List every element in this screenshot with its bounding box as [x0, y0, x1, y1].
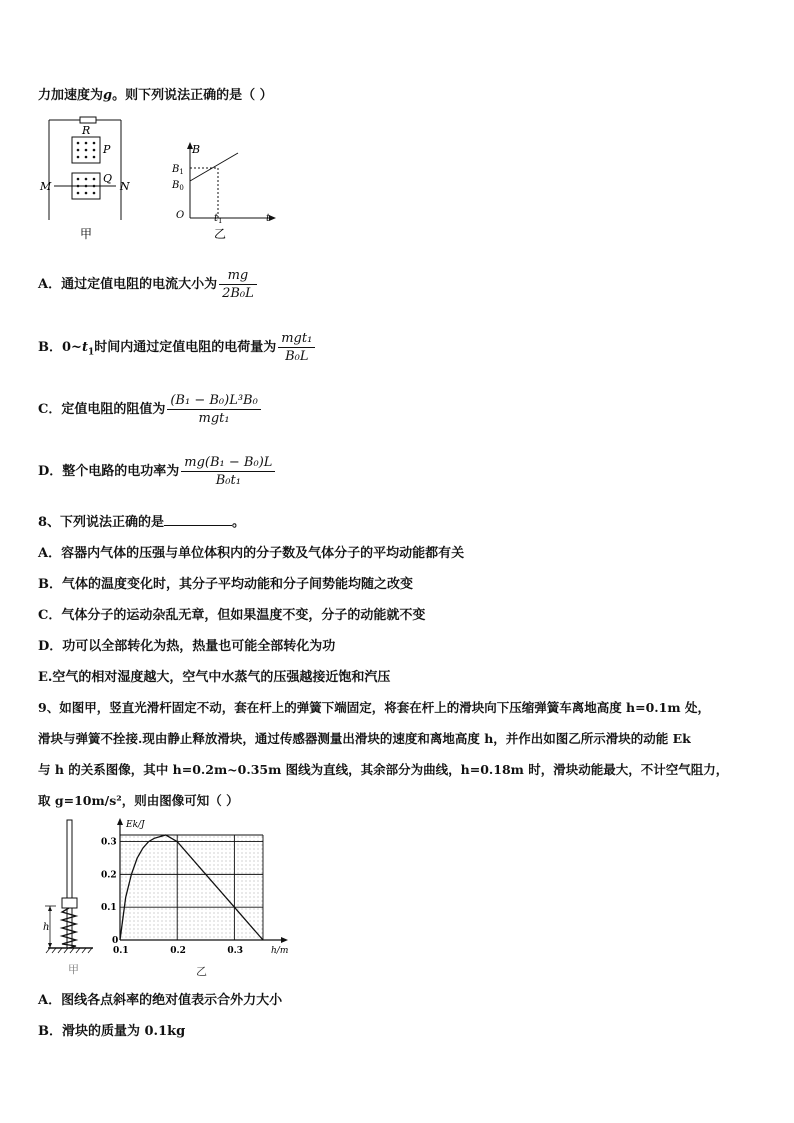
q7-option-d-num: mg(B₁ − B₀)L	[181, 455, 275, 472]
q8-stem-text: 8、下列说法正确的是	[38, 515, 165, 530]
x-axis-arrow-icon	[281, 937, 288, 943]
q7-option-c-den: mgt₁	[198, 411, 230, 426]
q7-option-a-den: 2B₀L	[222, 286, 254, 301]
q9-stem-line1: 9、如图甲，竖直光滑杆固定不动，套在杆上的弹簧下端固定，将套在杆上的滑块向下压缩弹簧车离地高度 h=0.1m 处，	[38, 700, 710, 715]
q7-figure-jia	[36, 115, 146, 245]
q7-stem-text: 力加速度为	[38, 88, 104, 103]
q8-option-b: B．气体的温度变化时，其分子平均动能和分子间势能均随之改变	[38, 577, 413, 592]
q7-option-b-pre: B．0~	[38, 340, 82, 355]
rod-icon	[67, 820, 72, 948]
axis-label-B: B	[192, 143, 201, 156]
q9-option-a: A．图线各点斜率的绝对值表示合外力大小	[38, 993, 283, 1008]
chart-xlabel: h/m	[271, 946, 289, 956]
q7-option-b-post: 时间内通过定值电阻的电荷量为	[94, 340, 277, 355]
q9-ek-h-chart	[100, 815, 300, 980]
q7-option-b-num: mgt₁	[278, 331, 315, 348]
q7-option-d-label: D．整个电路的电功率为	[38, 464, 180, 479]
q7-stem	[38, 84, 273, 103]
q8-option-d: D．功可以全部转化为热，热量也可能全部转化为功	[38, 639, 336, 654]
q9-figure-jia	[38, 818, 98, 978]
q7-stem-tail: 。则下列说法正确的是（ ）	[112, 88, 273, 103]
x-tick-label: 0.2	[170, 946, 186, 956]
resistor-icon	[80, 117, 96, 123]
caption-yi: 乙	[214, 227, 227, 241]
q7-figure-yi	[168, 140, 283, 242]
q7-option-d-fraction	[181, 455, 275, 488]
tick-B0: $B_0$	[172, 180, 184, 192]
q7-option-c-fraction	[167, 393, 260, 426]
q8-option-a: A．容器内气体的压强与单位体积内的分子数及气体分子的平均动能都有关	[38, 546, 465, 561]
q7-option-b-fraction	[278, 331, 315, 364]
y-axis-arrow-icon	[117, 818, 123, 825]
b-t-line	[190, 153, 238, 181]
q8-option-e: E.空气的相对湿度越大，空气中水蒸气的压强越接近饱和汽压	[38, 670, 391, 685]
caption-jia: 甲	[80, 227, 93, 241]
q7-option-a-label: A．通过定值电阻的电流大小为	[38, 277, 218, 292]
label-Q: Q	[103, 172, 113, 185]
chart-origin-label: 0	[112, 936, 119, 946]
q7-option-a-fraction	[219, 268, 257, 301]
q7-stem-g: g	[103, 88, 113, 103]
q7-option-d	[38, 455, 275, 488]
label-P: P	[103, 143, 111, 156]
q8-option-c: C．气体分子的运动杂乱无章，但如果温度不变，分子的动能就不变	[38, 608, 426, 623]
answer-blank	[164, 513, 232, 526]
caption-yi-q9: 乙	[196, 965, 207, 978]
label-M: M	[40, 180, 52, 193]
tick-t1: $t_1$	[214, 213, 223, 225]
slider-block-icon	[62, 898, 77, 908]
q7-option-b	[38, 331, 315, 364]
q7-option-a-num: mg	[219, 268, 257, 285]
label-h: h	[43, 922, 50, 933]
q7-option-a	[38, 268, 257, 301]
q7-option-c-num: (B₁ − B₀)L³B₀	[167, 393, 260, 410]
y-tick-label: 0.1	[101, 903, 117, 914]
q7-option-d-den: B₀t₁	[215, 473, 241, 488]
chart-ylabel: Ek/J	[126, 820, 145, 830]
q7-option-b-t: t	[81, 340, 88, 355]
y-tick-label: 0.3	[101, 837, 117, 848]
q9-stem-line4: 取 g=10m/s²，则由图像可知（ ）	[38, 793, 239, 808]
tick-B1: $B_1$	[172, 164, 184, 176]
q9-option-b: B．滑块的质量为 0.1kg	[38, 1024, 186, 1039]
q9-stem-line2: 滑块与弹簧不拴接.现由静止释放滑块，通过传感器测量出滑块的速度和离地高度 h，并作出如图乙所示滑块的动能 Ek	[38, 731, 691, 746]
x-tick-label: 0.3	[227, 946, 244, 956]
caption-jia-q9: 甲	[68, 963, 79, 976]
x-tick-label: 0.1	[113, 946, 129, 956]
q7-option-c-label: C．定值电阻的阻值为	[38, 402, 166, 417]
axis-label-t: t	[266, 213, 271, 224]
q8-stem	[38, 511, 245, 530]
q7-option-b-den: B₀L	[285, 349, 309, 364]
y-tick-label: 0.2	[101, 870, 117, 881]
label-R: R	[82, 124, 91, 137]
q7-option-b-t-sub: 1	[87, 347, 95, 358]
q7-option-c	[38, 393, 261, 426]
label-N: N	[120, 180, 130, 193]
origin-O: O	[176, 210, 185, 221]
q8-stem-tail: 。	[232, 515, 246, 530]
q9-stem-line3: 与 h 的关系图像，其中 h=0.2m~0.35m 图线为直线，其余部分为曲线，h=0.18m 时，滑块动能最大，不计空气阻力，	[38, 762, 729, 777]
